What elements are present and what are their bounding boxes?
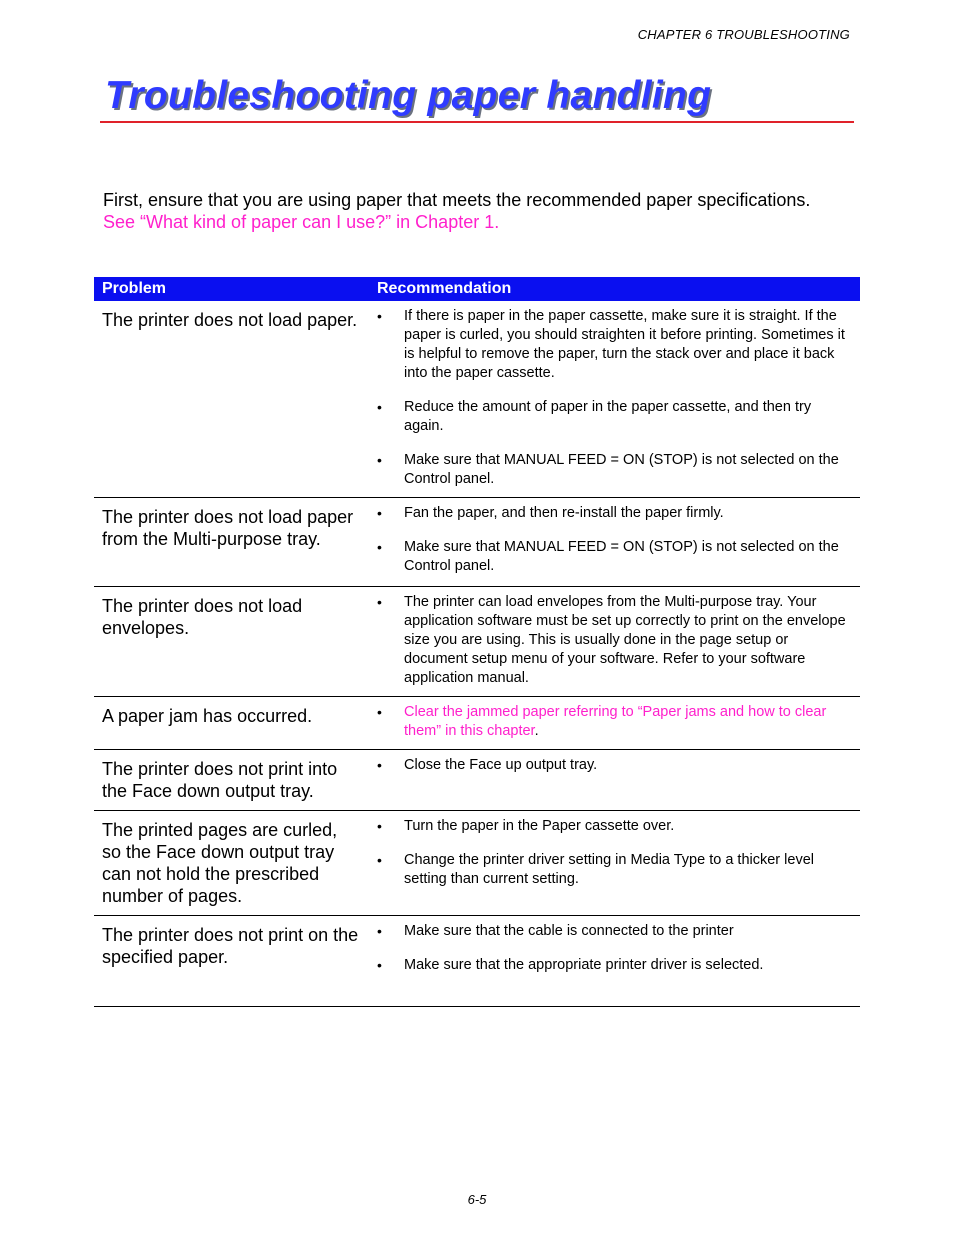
recommendation-text: Close the Face up output tray.: [404, 757, 598, 773]
problem-text: The printer does not load paper from the Multi-purpose tray.: [102, 507, 354, 549]
problem-cell: [94, 916, 369, 1007]
problem-cell: [94, 697, 369, 750]
bullet-icon: •: [377, 923, 382, 939]
recommendation-list: [377, 922, 852, 975]
list-item: [377, 538, 852, 576]
recommendation-cell: [369, 498, 860, 587]
table-row: [94, 750, 860, 811]
bullet-icon: •: [377, 452, 382, 468]
header-recommendation: Recommendation: [369, 277, 860, 301]
list-item: [377, 703, 852, 741]
list-item: [377, 398, 852, 436]
chapter-header: CHAPTER 6 TROUBLESHOOTING: [637, 27, 850, 42]
recommendation-cell: [369, 587, 860, 697]
title-rule: [100, 121, 854, 123]
recommendation-text: Fan the paper, and then re-install the paper firmly.: [404, 505, 724, 521]
bullet-icon: •: [377, 757, 382, 773]
bullet-icon: •: [377, 957, 382, 973]
problem-text: The printed pages are curled, so the Face down output tray can not hold the prescribed number of pages.: [102, 820, 338, 906]
table-row: [94, 916, 860, 1007]
paper-jam-xref-link[interactable]: Clear the jammed paper referring to “Paper jams and how to clear them” in this chapter: [404, 704, 827, 739]
problem-text: The printer does not print into the Face down output tray.: [102, 759, 338, 801]
problem-cell: [94, 498, 369, 587]
recommendation-text: If there is paper in the paper cassette, make sure it is straight. If the paper is curled, you should straighten it before printing. Sometimes it is helpful to remove the paper, turn the stack over and place it back into the paper cassette.: [404, 308, 845, 381]
recommendation-text: Make sure that MANUAL FEED = ON (STOP) is not selected on the Control panel.: [404, 539, 839, 574]
intro-text: First, ensure that you are using paper that meets the recommended paper specifications.: [103, 190, 811, 210]
recommendation-text: Make sure that the cable is connected to the printer: [404, 923, 734, 939]
table-row: [94, 697, 860, 750]
intro-paragraph: [103, 189, 863, 233]
table-header-row: [94, 277, 860, 301]
recommendation-cell: [369, 811, 860, 916]
paper-spec-xref-link[interactable]: See “What kind of paper can I use?” in Chapter 1.: [103, 212, 500, 232]
list-item: [377, 817, 852, 836]
recommendation-list: [377, 593, 852, 688]
problem-cell: [94, 587, 369, 697]
list-item: [377, 307, 852, 383]
table-row: [94, 811, 860, 916]
problem-cell: [94, 811, 369, 916]
bullet-icon: •: [377, 852, 382, 868]
list-item: [377, 851, 852, 889]
table-row: [94, 498, 860, 587]
troubleshooting-table: [94, 277, 860, 1007]
table-row: [94, 587, 860, 697]
problem-cell: [94, 750, 369, 811]
recommendation-list: [377, 756, 852, 775]
page-number: 6-5: [467, 1192, 487, 1207]
list-item: [377, 922, 852, 941]
bullet-icon: •: [377, 308, 382, 324]
recommendation-suffix: .: [534, 723, 539, 739]
bullet-icon: •: [377, 505, 382, 521]
bullet-icon: •: [377, 704, 382, 720]
page-title: Troubleshooting paper handling: [105, 74, 712, 117]
bullet-icon: •: [377, 594, 382, 610]
recommendation-text: Make sure that MANUAL FEED = ON (STOP) is not selected on the Control panel.: [404, 452, 839, 487]
bullet-icon: •: [377, 539, 382, 555]
problem-text: The printer does not load paper.: [102, 310, 358, 330]
problem-cell: [94, 301, 369, 498]
list-item: [377, 956, 852, 975]
recommendation-text: Make sure that the appropriate printer driver is selected.: [404, 957, 764, 973]
recommendation-text: The printer can load envelopes from the Multi-purpose tray. Your application software must be set up correctly to print on the envelope size you are using. This is usually done in the page setup or document setup menu of your software. Refer to your software application manual.: [404, 594, 846, 686]
list-item: [377, 451, 852, 489]
header-problem: Problem: [94, 277, 369, 301]
recommendation-text: Reduce the amount of paper in the paper cassette, and then try again.: [404, 399, 812, 434]
table-row: [94, 301, 860, 498]
bullet-icon: •: [377, 818, 382, 834]
recommendation-text: Turn the paper in the Paper cassette over.: [404, 818, 675, 834]
list-item: [377, 504, 852, 523]
problem-text: The printer does not load envelopes.: [102, 596, 303, 638]
list-item: [377, 593, 852, 688]
recommendation-cell: [369, 301, 860, 498]
recommendation-text: Change the printer driver setting in Media Type to a thicker level setting than current setting.: [404, 852, 814, 887]
recommendation-list: [377, 703, 852, 741]
recommendation-list: [377, 504, 852, 576]
problem-text: The printer does not print on the specified paper.: [102, 925, 359, 967]
recommendation-list: [377, 817, 852, 889]
list-item: [377, 756, 852, 775]
recommendation-list: [377, 307, 852, 489]
bullet-icon: •: [377, 399, 382, 415]
recommendation-cell: [369, 750, 860, 811]
recommendation-cell: [369, 697, 860, 750]
problem-text: A paper jam has occurred.: [102, 706, 313, 726]
recommendation-cell: [369, 916, 860, 1007]
